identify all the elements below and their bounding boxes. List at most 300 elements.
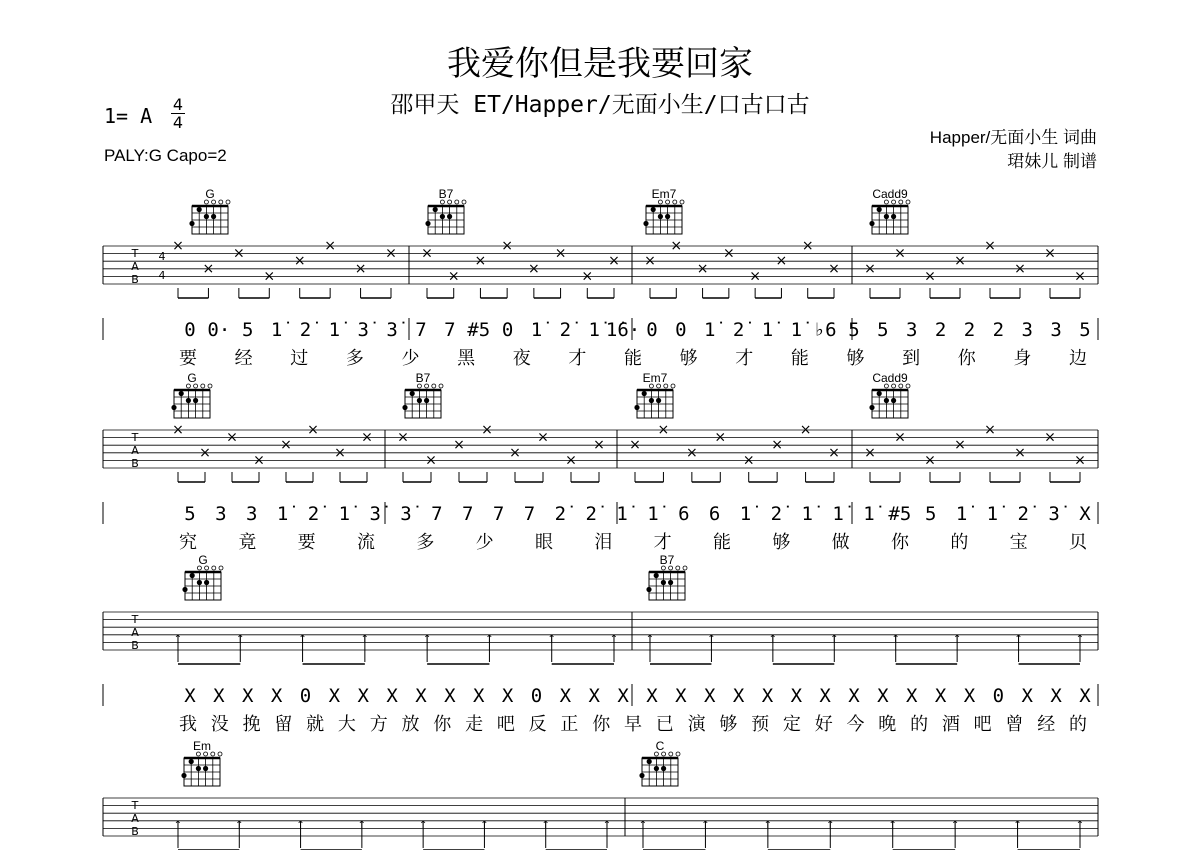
row-3-jianpu-note: X xyxy=(790,685,803,707)
row-3-lyric: 留 xyxy=(274,714,293,735)
row-4-strum-arrow: ↑ xyxy=(480,820,489,831)
row-1-jianpu-note: 1̇ xyxy=(530,319,543,341)
row-2-jianpu-note: 5 xyxy=(184,503,196,525)
row-3-jianpu-note: X xyxy=(617,685,629,707)
key-signature: 1= A xyxy=(104,104,153,128)
row-2-chord-b7-diagram-finger-dot xyxy=(417,398,422,403)
row-1-jianpu-note: 5 xyxy=(877,319,889,341)
row-2-tab-note-x: × xyxy=(361,429,373,446)
row-3-jianpu-note: X xyxy=(415,685,427,707)
row-2-tab-note-x: × xyxy=(565,452,577,469)
row-3-tab-letter: A xyxy=(131,626,139,639)
row-3-strum-arrow: ↑ xyxy=(952,634,962,645)
row-3-lyric: 方 xyxy=(369,714,388,735)
row-3-strum-arrow: ↑ xyxy=(1075,634,1085,645)
row-2-tab-note-x: × xyxy=(226,429,238,446)
row-4-strum-arrow: ↑ xyxy=(602,820,612,831)
row-1-tab-note-x: × xyxy=(670,238,683,254)
row-1-lyric: 才 xyxy=(735,348,754,369)
row-1-chord-b7-diagram-finger-dot xyxy=(425,221,430,226)
row-1-jianpu-note: 3̇ xyxy=(386,319,398,341)
row-1-chord-em7-diagram-finger-dot xyxy=(651,207,656,212)
row-3-chord-b7-diagram-finger-dot xyxy=(668,580,673,585)
row-1-lyric: 过 xyxy=(290,348,309,369)
row-3-jianpu-note: X xyxy=(472,685,485,707)
row-3-jianpu-note: X xyxy=(732,685,745,707)
row-2-tab-note-x: × xyxy=(1014,444,1026,461)
row-2-tab-note-x: × xyxy=(799,422,812,438)
row-3-chord-b7-diagram-finger-dot xyxy=(654,573,659,578)
row-4-chord-em-diagram-finger-dot xyxy=(196,766,201,771)
row-2-lyric: 做 xyxy=(831,532,850,553)
row-1-tab-note-x: × xyxy=(1044,245,1056,262)
row-3-lyric: 演 xyxy=(687,714,706,735)
row-3-jianpu-note: X xyxy=(184,685,196,707)
row-3-chord-b7-diagram-open-string xyxy=(676,566,680,570)
row-4-chord-c-diagram: C xyxy=(655,739,665,753)
row-3-lyric: 没 xyxy=(210,714,229,735)
row-1-chord-g-diagram-finger-dot xyxy=(189,221,194,226)
row-3-chord-g-diagram-finger-dot xyxy=(197,580,202,585)
row-3-strum-arrow: ↑ xyxy=(891,634,900,645)
row-1-lyric: 能 xyxy=(790,348,809,369)
row-1-lyric: 要 xyxy=(179,348,197,369)
row-2-tab-note-x: × xyxy=(509,444,521,461)
row-2-jianpu-note: 3̇ xyxy=(400,503,412,525)
row-2-jianpu-note: 2̇ xyxy=(307,503,320,525)
row-3-lyric: 大 xyxy=(337,714,356,735)
row-1-chord-cadd9-diagram: Cadd9 xyxy=(872,187,908,201)
row-2-chord-em7-diagram: Em7 xyxy=(642,371,668,385)
row-1-jianpu-note: 7 xyxy=(415,319,427,341)
row-1-jianpu-note: 7 xyxy=(444,319,456,341)
capo-info: PALY:G Capo=2 xyxy=(104,146,227,165)
row-3-lyric: 挽 xyxy=(242,714,261,735)
row-2-chord-em7-diagram-finger-dot xyxy=(656,398,661,403)
row-1-chord-cadd9-diagram-finger-dot xyxy=(869,221,874,226)
row-2-tab-note-x: × xyxy=(172,422,184,438)
row-3-lyric: 反 xyxy=(528,714,547,735)
row-2-tab-note-x: × xyxy=(984,422,996,438)
row-3-lyric: 早 xyxy=(624,714,642,735)
row-3-lyric: 吧 xyxy=(973,714,992,735)
row-1-tab-note-x: × xyxy=(172,238,184,254)
tab-time-bottom: 4 xyxy=(158,269,166,282)
row-3-strum-arrow: ↑ xyxy=(547,634,556,645)
time-numerator: 4 xyxy=(172,95,184,114)
row-2-jianpu-note: 1̇ xyxy=(863,503,875,525)
row-1-lyric: 黑 xyxy=(457,348,476,369)
row-1-jianpu-note: 0 xyxy=(184,319,196,341)
row-3-strum-arrow: ↑ xyxy=(768,634,778,645)
row-3-lyric: 就 xyxy=(306,714,325,735)
row-3-jianpu-note: X xyxy=(646,685,658,707)
row-2-lyric: 眼 xyxy=(535,532,553,553)
row-1-chord-g-diagram-open-string xyxy=(219,200,223,204)
row-1-tab-note-x: × xyxy=(202,260,215,277)
row-2-jianpu-note: 1̇ xyxy=(338,503,351,525)
row-2-chord-cadd9-diagram-finger-dot xyxy=(891,398,896,403)
row-1-chord-g-diagram-finger-dot xyxy=(211,214,216,219)
row-2-tab-note-x: × xyxy=(334,444,346,461)
row-2-tab-note-x: × xyxy=(425,452,437,469)
row-3-strum-arrow: ↑ xyxy=(830,634,839,645)
row-1-jianpu-note: 1̇ xyxy=(270,319,283,341)
row-1-chord-g-diagram-finger-dot xyxy=(197,207,202,212)
row-3-strum-arrow: ↑ xyxy=(645,634,655,645)
row-1-tab-note-x: × xyxy=(263,268,276,285)
row-1-chord-b7-diagram-finger-dot xyxy=(433,207,438,212)
row-2-tab-note-x: × xyxy=(714,429,727,446)
row-3-chord-g-diagram-finger-dot xyxy=(190,573,195,578)
row-1-jianpu-note: 5 xyxy=(242,319,254,341)
row-3-jianpu-note: X xyxy=(934,685,947,707)
row-3-jianpu-note: 0 xyxy=(992,685,1005,707)
time-denominator: 4 xyxy=(172,113,184,132)
row-1-chord-cadd9-diagram-finger-dot xyxy=(877,207,882,212)
row-1-jianpu-note: 2̇ xyxy=(559,319,572,341)
row-4-strum-arrow: ↑ xyxy=(763,820,773,831)
row-3-jianpu-note: X xyxy=(703,685,716,707)
row-2-jianpu-note: 1̇ xyxy=(616,503,628,525)
row-1-chord-cadd9-diagram-open-string xyxy=(906,200,910,204)
row-1-jianpu-note: 2̇ xyxy=(299,319,312,341)
row-3-lyric: 走 xyxy=(465,714,484,735)
row-2-lyric: 宝 xyxy=(1009,532,1028,553)
row-2-jianpu-note: 6 xyxy=(678,503,690,525)
row-3-lyric: 放 xyxy=(401,714,420,735)
row-1-jianpu-note: 1̇ xyxy=(790,319,803,341)
row-1-tab-note-x: × xyxy=(581,268,594,285)
row-4-strum-arrow: ↑ xyxy=(826,820,835,831)
row-3-jianpu-note: X xyxy=(963,685,976,707)
row-2-jianpu-note: 5 xyxy=(924,503,937,525)
row-1-jianpu-note: 3 xyxy=(1050,319,1062,341)
row-2-tab-note-x: × xyxy=(954,437,966,454)
row-4-strum-arrow: ↑ xyxy=(541,820,550,831)
row-3-jianpu-note: X xyxy=(242,685,254,707)
row-2-tab-note-x: × xyxy=(685,444,698,461)
row-3-chord-g-diagram-open-string xyxy=(219,566,223,570)
row-1-chord-b7-diagram-open-string xyxy=(462,200,466,204)
row-2-jianpu-note: 1̇ xyxy=(739,503,752,525)
row-2-tab-note-x: × xyxy=(657,422,670,438)
row-3-lyric: 你 xyxy=(433,714,452,735)
row-1-jianpu-note: 2̇ xyxy=(732,319,745,341)
row-2-chord-cadd9-diagram-finger-dot xyxy=(869,405,874,410)
row-2-chord-b7-diagram-finger-dot xyxy=(424,398,429,403)
row-1-jianpu-note: 0 xyxy=(501,319,514,341)
row-2-tab-note-x: × xyxy=(742,452,755,469)
row-4-strum-arrow: ↑ xyxy=(418,820,428,831)
row-4-tab-letter: T xyxy=(131,799,139,812)
row-3-tab-letter: T xyxy=(131,613,139,626)
row-3-tab-letter: B xyxy=(131,639,139,652)
row-2-chord-em7-diagram-finger-dot xyxy=(634,405,639,410)
row-2-jianpu-note: #5 xyxy=(888,503,912,525)
row-2-chord-b7-diagram-open-string xyxy=(432,384,436,388)
row-3-chord-b7-diagram-finger-dot xyxy=(646,587,651,592)
row-2-jianpu-note: 3̇ xyxy=(369,503,381,525)
row-4-chord-c-diagram-finger-dot xyxy=(639,773,644,778)
row-4-chord-c-diagram-finger-dot xyxy=(647,759,652,764)
row-4-strum-arrow: ↑ xyxy=(296,820,305,831)
row-1-jianpu-note: 3̇ xyxy=(357,319,369,341)
row-1-chord-em7-diagram-finger-dot xyxy=(665,214,670,219)
row-2-lyric: 少 xyxy=(475,532,494,553)
row-3-chord-g-diagram-finger-dot xyxy=(182,587,187,592)
row-2-jianpu-note: 7 xyxy=(523,503,536,525)
row-2-chord-g-diagram-finger-dot xyxy=(171,405,176,410)
row-2-chord-g-diagram: G xyxy=(187,371,197,385)
row-1-lyric: 夜 xyxy=(512,348,531,369)
row-2-lyric: 能 xyxy=(713,532,731,553)
row-3-lyric: 曾 xyxy=(1005,714,1024,735)
row-3-jianpu-note: X xyxy=(1021,685,1033,707)
row-2-tab-note-x: × xyxy=(280,437,292,454)
row-3-jianpu-note: X xyxy=(559,685,572,707)
row-3-lyric: 酒 xyxy=(941,714,960,735)
row-2-jianpu-note: 7 xyxy=(431,503,443,525)
row-3-strum-arrow: ↑ xyxy=(485,634,494,645)
row-3-lyric: 经 xyxy=(1037,714,1056,735)
row-1-tab-letter: A xyxy=(131,260,139,273)
row-2-tab-note-x: × xyxy=(828,444,840,461)
row-2-chord-cadd9-diagram-finger-dot xyxy=(877,391,882,396)
row-2-lyric: 贝 xyxy=(1069,532,1087,553)
row-3-lyric: 吧 xyxy=(496,714,515,735)
row-1-tab-note-x: × xyxy=(828,260,840,277)
row-2-chord-em7-diagram-finger-dot xyxy=(649,398,654,403)
row-4-chord-c-diagram-finger-dot xyxy=(661,766,666,771)
row-2-tab-note-x: × xyxy=(397,429,409,446)
row-2-tab-note-x: × xyxy=(894,429,906,446)
row-2-tab-note-x: × xyxy=(924,452,936,469)
row-1-tab-letter: B xyxy=(131,273,139,286)
row-3-jianpu-note: X xyxy=(328,685,341,707)
row-2-tab-note-x: × xyxy=(771,437,784,454)
song-artists: 邵甲天 ET/Happer/无面小生/口古口古 xyxy=(390,92,810,118)
row-1-tab-note-x: × xyxy=(894,245,906,262)
row-2-tab-note-x: × xyxy=(537,429,549,446)
row-1-lyric: 身 xyxy=(1013,348,1032,369)
row-4-strum-arrow: ↑ xyxy=(1013,820,1022,831)
row-3-jianpu-note: X xyxy=(906,685,918,707)
row-2-tab-note-x: × xyxy=(1074,452,1086,469)
row-1-chord-b7-diagram-open-string xyxy=(455,200,459,204)
row-4-strum-arrow: ↑ xyxy=(1075,820,1085,831)
row-3-strum-arrow: ↑ xyxy=(1014,634,1023,645)
row-1-jianpu-note: 0· xyxy=(207,319,231,341)
row-2-lyric: 究 xyxy=(179,532,197,553)
row-2-chord-b7-diagram-open-string xyxy=(439,384,443,388)
row-1-tab-note-x: × xyxy=(554,245,567,262)
row-1-lyric: 少 xyxy=(401,348,420,369)
row-1-jianpu-note: 0 xyxy=(646,319,658,341)
row-4-strum-arrow: ↑ xyxy=(950,820,960,831)
row-3-jianpu-note: X xyxy=(386,685,398,707)
row-2-jianpu-note: 1̇ xyxy=(955,503,968,525)
row-2-jianpu-note: 1̇ xyxy=(276,503,289,525)
row-4-chord-em-diagram-open-string xyxy=(211,752,215,756)
row-3-jianpu-note: X xyxy=(761,685,774,707)
row-3-jianpu-note: X xyxy=(819,685,831,707)
row-1-jianpu-note: 0 xyxy=(675,319,687,341)
row-2-lyric: 流 xyxy=(357,532,375,553)
row-3-lyric: 定 xyxy=(782,714,801,735)
row-3-strum-arrow: ↑ xyxy=(360,634,370,645)
row-4-chord-c-diagram-open-string xyxy=(669,752,673,756)
row-1-tab-note-x: × xyxy=(775,253,788,270)
row-3-jianpu-note: X xyxy=(213,685,225,707)
row-3-strum-arrow: ↑ xyxy=(707,634,716,645)
row-4-chord-em-diagram-finger-dot xyxy=(203,766,208,771)
row-3-strum-arrow: ↑ xyxy=(173,634,183,645)
row-2-lyric: 才 xyxy=(653,532,672,553)
row-1-jianpu-note: 5 xyxy=(848,319,860,341)
row-3-strum-arrow: ↑ xyxy=(609,634,619,645)
row-2-tab-note-x: × xyxy=(253,452,265,469)
row-2-jianpu-note: X xyxy=(1079,503,1091,525)
row-3-jianpu-note: X xyxy=(675,685,687,707)
row-2-chord-b7-diagram: B7 xyxy=(415,371,431,385)
row-1-tab-note-x: × xyxy=(864,260,876,277)
row-1-lyric: 你 xyxy=(957,348,976,369)
row-2-chord-g-diagram-open-string xyxy=(208,384,212,388)
row-1-lyric: 才 xyxy=(568,348,587,369)
row-3-jianpu-note: 0 xyxy=(299,685,312,707)
row-3-chord-g-diagram: G xyxy=(198,553,208,567)
row-3-lyric: 晚 xyxy=(878,714,897,735)
row-1-jianpu-note: 1̇ xyxy=(761,319,774,341)
row-3-jianpu-note: X xyxy=(501,685,514,707)
row-3-lyric: 正 xyxy=(560,714,579,735)
row-3-strum-arrow: ↑ xyxy=(422,634,432,645)
row-3-chord-b7-diagram: B7 xyxy=(659,553,675,567)
row-1-tab-note-x: × xyxy=(1074,268,1086,285)
row-2-chord-cadd9-diagram-open-string xyxy=(906,384,910,388)
lyricist-composer: Happer/无面小生 词曲 xyxy=(929,128,1097,147)
row-4-strum-arrow: ↑ xyxy=(357,820,367,831)
row-3-jianpu-note: 0 xyxy=(530,685,543,707)
row-1-tab-note-x: × xyxy=(293,253,306,270)
row-1-tab-note-x: × xyxy=(447,268,460,285)
row-2-jianpu-note: 3 xyxy=(245,503,258,525)
row-2-tab-note-x: × xyxy=(199,444,211,461)
row-2-tab-letter: A xyxy=(131,444,139,457)
row-2-jianpu-note: 2̇ xyxy=(770,503,783,525)
row-1-tab-note-x: × xyxy=(924,268,936,285)
row-2-tab-note-x: × xyxy=(1044,429,1056,446)
row-4-chord-em-diagram: Em xyxy=(193,739,211,753)
row-1-tab-note-x: × xyxy=(324,238,337,254)
row-3-lyric: 好 xyxy=(814,714,833,735)
row-4-strum-arrow: ↑ xyxy=(173,820,183,831)
row-1-chord-g-diagram: G xyxy=(205,187,215,201)
row-4-strum-arrow: ↑ xyxy=(638,820,648,831)
row-1-tab-note-x: × xyxy=(984,238,996,254)
row-4-strum-arrow: ↑ xyxy=(888,820,897,831)
row-2-chord-g-diagram-finger-dot xyxy=(193,398,198,403)
row-1-chord-b7-diagram-finger-dot xyxy=(447,214,452,219)
row-3-jianpu-note: X xyxy=(357,685,369,707)
row-1-lyric: 到 xyxy=(902,348,921,369)
row-2-chord-cadd9-diagram-finger-dot xyxy=(884,398,889,403)
row-1-jianpu-note: 2 xyxy=(963,319,976,341)
row-3-jianpu-note: X xyxy=(848,685,860,707)
row-1-jianpu-note: 3 xyxy=(906,319,918,341)
row-4-chord-c-diagram-finger-dot xyxy=(654,766,659,771)
row-1-tab-note-x: × xyxy=(1014,260,1026,277)
row-4-chord-em-diagram-open-string xyxy=(218,752,222,756)
row-3-lyric: 的 xyxy=(910,714,929,735)
row-1-chord-em7-diagram-open-string xyxy=(680,200,684,204)
row-2-lyric: 够 xyxy=(772,532,791,553)
row-1-tab-note-x: × xyxy=(474,253,487,270)
row-2-jianpu-note: 7 xyxy=(492,503,505,525)
row-2-tab-note-x: × xyxy=(481,422,493,438)
row-2-chord-cadd9-diagram: Cadd9 xyxy=(872,371,908,385)
row-4-strum-arrow: ↑ xyxy=(701,820,710,831)
row-2-lyric: 的 xyxy=(950,532,969,553)
row-3-lyric: 我 xyxy=(179,714,197,735)
row-1-lyric: 够 xyxy=(846,348,865,369)
song-title: 我爱你但是我要回家 xyxy=(447,44,753,84)
row-3-chord-b7-diagram-open-string xyxy=(683,566,687,570)
row-1-chord-cadd9-diagram-finger-dot xyxy=(891,214,896,219)
row-1-chord-g-diagram-finger-dot xyxy=(204,214,209,219)
row-1-jianpu-note: 1̇6· xyxy=(605,319,641,341)
row-2-lyric: 多 xyxy=(416,532,435,553)
row-1-chord-em7-diagram: Em7 xyxy=(651,187,677,201)
row-1-jianpu-note: 5 xyxy=(1079,319,1091,341)
row-1-tab-note-x: × xyxy=(421,245,433,262)
row-1-tab-letter: T xyxy=(131,247,139,260)
row-2-tab-letter: B xyxy=(131,457,139,470)
row-1-jianpu-note: 2 xyxy=(934,319,947,341)
row-3-lyric: 的 xyxy=(1069,714,1087,735)
row-2-tab-note-x: × xyxy=(593,437,605,454)
row-1-chord-em7-diagram-finger-dot xyxy=(643,221,648,226)
row-1-jianpu-note: ♭6 xyxy=(813,319,837,341)
row-2-tab-note-x: × xyxy=(864,444,876,461)
row-3-chord-g-diagram-finger-dot xyxy=(204,580,209,585)
row-2-jianpu-note: 7 xyxy=(462,503,474,525)
row-2-jianpu-note: 1̇ xyxy=(647,503,659,525)
row-2-lyric: 泪 xyxy=(594,532,613,553)
row-2-chord-em7-diagram-open-string xyxy=(671,384,675,388)
row-3-lyric: 预 xyxy=(751,714,770,735)
row-3-lyric: 已 xyxy=(655,714,674,735)
row-3-jianpu-note: X xyxy=(270,685,283,707)
row-2-lyric: 竟 xyxy=(238,532,257,553)
row-2-tab-letter: T xyxy=(131,431,139,444)
row-2-chord-b7-diagram-finger-dot xyxy=(402,405,407,410)
row-4-strum-arrow: ↑ xyxy=(235,820,244,831)
row-1-tab-note-x: × xyxy=(385,245,397,262)
row-2-tab-note-x: × xyxy=(307,422,319,438)
row-1-lyric: 经 xyxy=(234,348,253,369)
row-3-lyric: 今 xyxy=(846,714,865,735)
row-3-chord-b7-diagram-finger-dot xyxy=(661,580,666,585)
row-1-jianpu-note: #5 xyxy=(467,319,491,341)
arranger: 珺妹儿 制谱 xyxy=(1007,152,1097,171)
row-1-lyric: 边 xyxy=(1069,348,1087,369)
row-1-chord-em7-diagram-finger-dot xyxy=(658,214,663,219)
row-2-jianpu-note: 3 xyxy=(215,503,227,525)
row-2-lyric: 你 xyxy=(891,532,909,553)
row-1-jianpu-note: 1̇ xyxy=(703,319,716,341)
